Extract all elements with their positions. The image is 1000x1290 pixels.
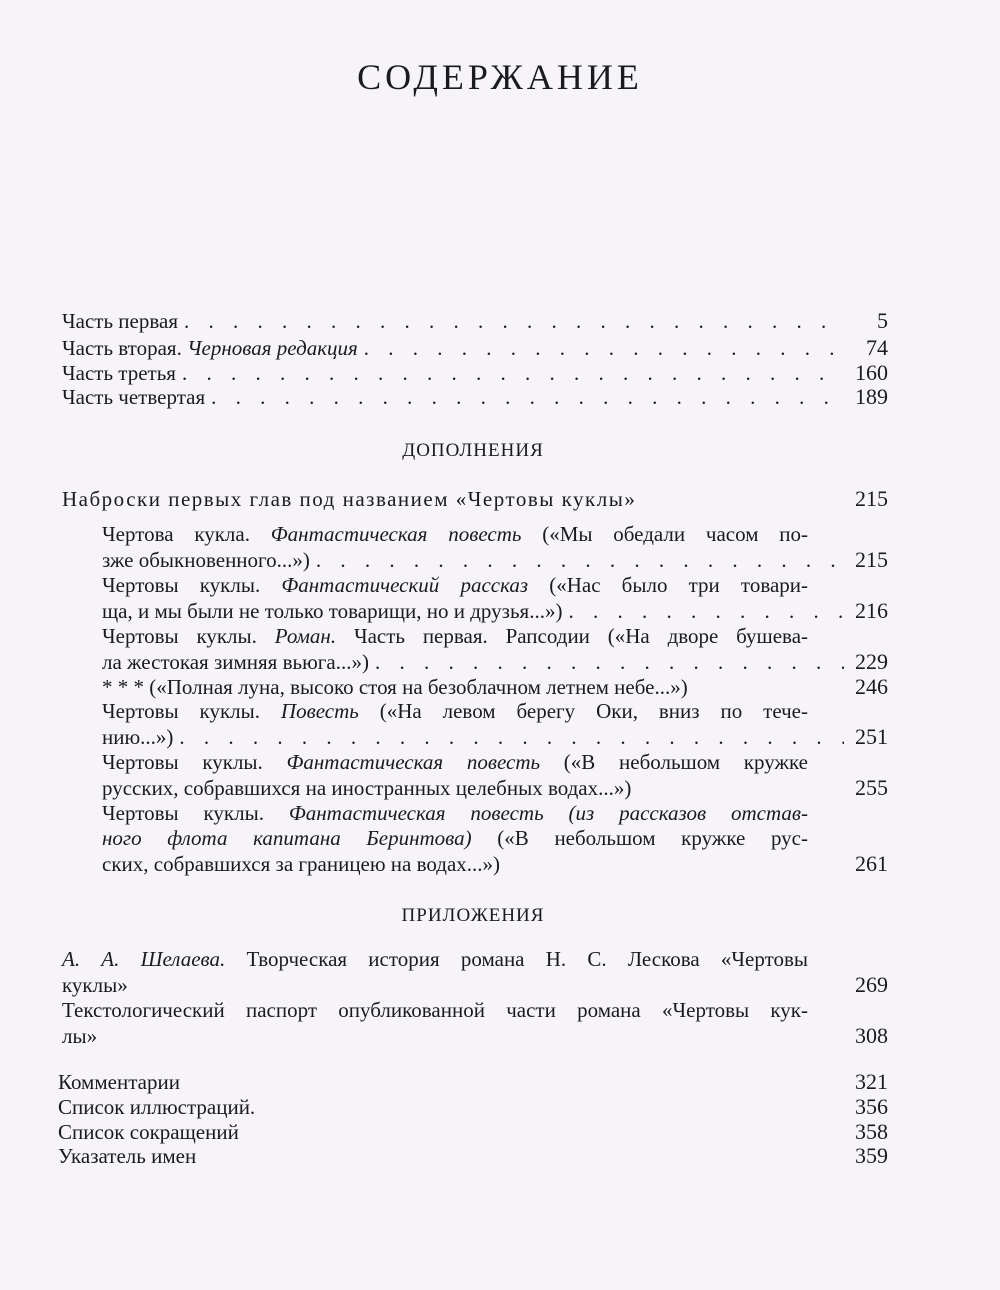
toc-subentry: Чертова кукла. Фантастическая повесть («Мы обедали часом по- зже обыкновенного...») . . . 215 bbox=[102, 522, 888, 572]
page-number: 229 bbox=[855, 649, 888, 674]
toc-entry-text: Чертовы куклы. Фантастическая повесть («В небольшом кружке bbox=[102, 750, 808, 774]
toc-entry-text: Часть первая bbox=[62, 309, 178, 333]
toc-entry-part-2 bbox=[62, 335, 888, 360]
toc-subentry: Чертовы куклы. Фантастический рассказ («Нас было три товари- ща, и мы были не только товарищи, но и друзья...») . . . 216 bbox=[102, 573, 888, 623]
toc-entry-text: * * * («Полная луна, высоко стоя на безоблачном летнем небе...») bbox=[102, 675, 688, 699]
page-number: 251 bbox=[855, 724, 888, 749]
dot-leader bbox=[562, 599, 844, 624]
toc-entry-text: Текстологический паспорт опубликованной части романа «Чертовы кук- bbox=[62, 998, 808, 1022]
toc-subentry: Чертовы куклы. Роман. Часть первая. Рапсодии («На дворе бушева- ла жестокая зимняя вьюга...») . . . 229 bbox=[102, 624, 888, 674]
toc-entry-text: Комментарии bbox=[58, 1070, 180, 1094]
toc-subentry: Чертовы куклы. Фантастическая повесть («В небольшом кружке русских, собравшихся на иностранных целебных водах...») 255 bbox=[102, 750, 888, 800]
toc-entry-part-1 bbox=[62, 308, 888, 333]
page-number: 215 bbox=[855, 486, 888, 511]
page-title: СОДЕРЖАНИЕ bbox=[357, 57, 643, 97]
toc-appendix-entry: А. А. Шелаева. Творческая история романа Н. С. Лескова «Чертовы куклы» 269 bbox=[62, 947, 888, 997]
toc-entry-text: Чертовы куклы. Фантастическая повесть (из рассказов отстав- bbox=[102, 801, 808, 825]
page-number: 215 bbox=[855, 547, 888, 572]
dot-leader bbox=[176, 361, 844, 386]
section-heading-dopolneniya: ДОПОЛНЕНИЯ bbox=[402, 440, 544, 461]
toc-entry-text: Список сокращений bbox=[58, 1120, 239, 1144]
page-number: 358 bbox=[855, 1119, 888, 1144]
toc-entry-text: А. А. Шелаева. Творческая история романа Н. С. Лескова «Чертовы bbox=[62, 947, 809, 971]
section-heading-prilozheniya: ПРИЛОЖЕНИЯ bbox=[401, 905, 545, 926]
page-number: 269 bbox=[855, 972, 888, 997]
page-number: 189 bbox=[855, 384, 888, 409]
toc-entry-text: Чертовы куклы. Фантастический рассказ («Нас было три товари- bbox=[102, 573, 809, 597]
toc-entry-text: Часть третья bbox=[62, 361, 176, 385]
dot-leader bbox=[205, 385, 844, 410]
toc-entry-text: Указатель имен bbox=[58, 1144, 197, 1168]
toc-subentry bbox=[102, 674, 888, 699]
toc-entry-text: Список иллюстраций. bbox=[58, 1095, 256, 1119]
toc-subentry: Чертовы куклы. Фантастическая повесть (из рассказов отстав- ного флота капитана Беринтова) («В небольшом кружке рус- ских, собравшихся за границею на водах...») 261 bbox=[102, 801, 888, 876]
page-number: 74 bbox=[866, 335, 888, 360]
toc-entry-text: Наброски первых глав под названием «Чертовы куклы» bbox=[62, 487, 637, 511]
toc-group-nabroski bbox=[62, 486, 888, 511]
dot-leader bbox=[310, 548, 844, 573]
toc-entry-text: Часть четвертая bbox=[62, 385, 206, 409]
toc-entry-part-4 bbox=[62, 384, 888, 409]
page-number: 216 bbox=[855, 598, 888, 623]
page-number: 308 bbox=[855, 1023, 888, 1048]
toc-entry-name-index bbox=[58, 1143, 888, 1168]
toc-entry-text: Чертова кукла. Фантастическая повесть («Мы обедали часом по- bbox=[102, 522, 808, 546]
toc-entry-abbreviations bbox=[58, 1119, 888, 1144]
page-number: 160 bbox=[855, 360, 888, 385]
toc-entry-kommentarii bbox=[58, 1069, 888, 1094]
page-number: 321 bbox=[855, 1069, 888, 1094]
page-number: 5 bbox=[877, 308, 888, 333]
page-number: 359 bbox=[855, 1143, 888, 1168]
page-number: 356 bbox=[855, 1094, 888, 1119]
toc-subentry: Чертовы куклы. Повесть («На левом берегу Оки, вниз по тече- нию...») . . . 251 bbox=[102, 699, 888, 749]
toc-entry-illustrations bbox=[58, 1094, 888, 1119]
toc-entry-part-3 bbox=[62, 360, 888, 385]
dot-leader bbox=[358, 336, 844, 361]
page-number: 255 bbox=[855, 775, 888, 800]
toc-entry-text: Часть вторая. Черновая редакция bbox=[62, 336, 358, 360]
toc-entry-text: Чертовы куклы. Роман. Часть первая. Рапсодии («На дворе бушева- bbox=[102, 624, 809, 648]
toc-entry-text: Чертовы куклы. Повесть («На левом берегу Оки, вниз по тече- bbox=[102, 699, 808, 723]
page-number: 246 bbox=[855, 674, 888, 699]
dot-leader bbox=[178, 309, 844, 334]
toc-appendix-entry: Текстологический паспорт опубликованной части романа «Чертовы кук- лы» 308 bbox=[62, 998, 888, 1048]
page-number: 261 bbox=[855, 851, 888, 876]
dot-leader bbox=[173, 725, 844, 750]
dot-leader bbox=[369, 650, 844, 675]
